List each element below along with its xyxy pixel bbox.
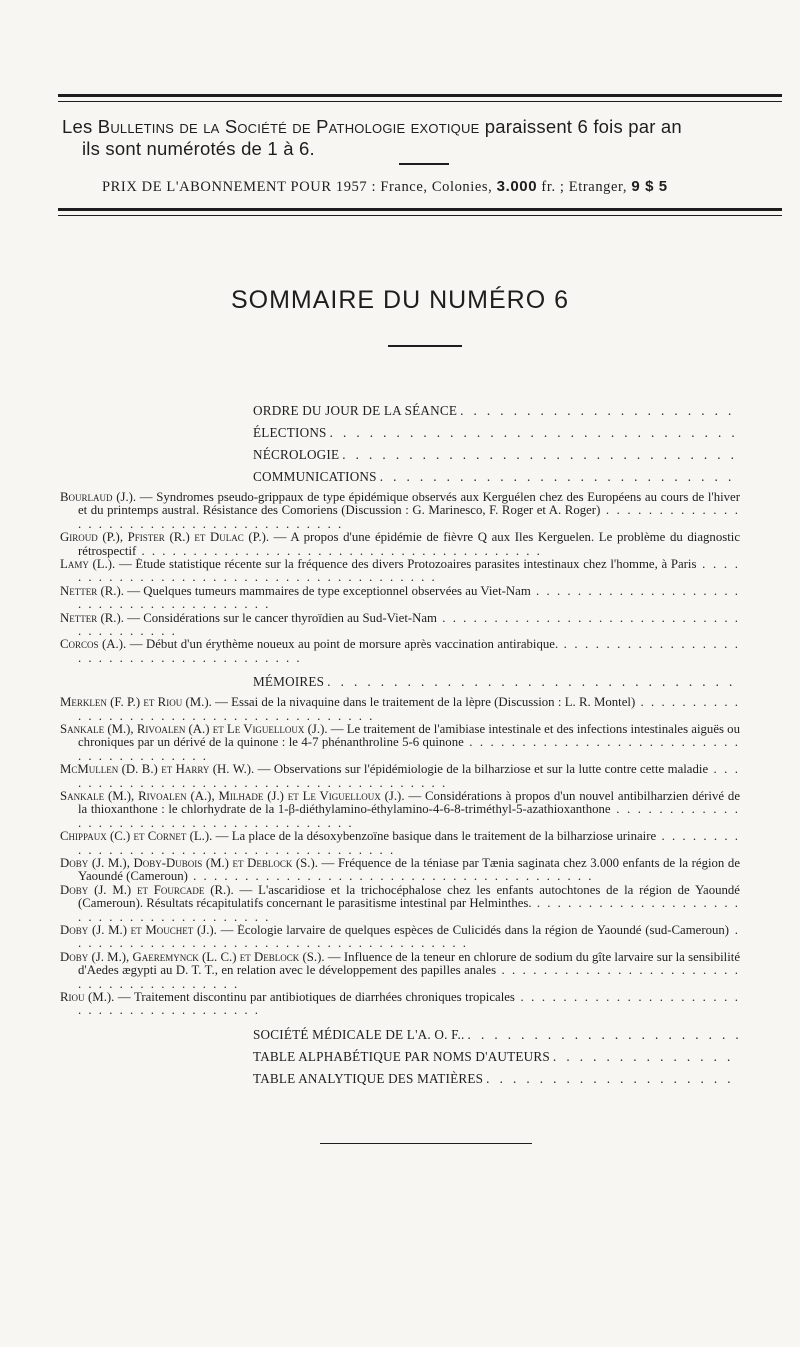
entry-authors: Bourlaud (J.). <box>60 491 137 504</box>
entry-authors: Chippaux (C.) et Cornet (L.). <box>60 830 213 844</box>
section-communications: COMMUNICATIONS . . . <box>253 466 740 488</box>
table-of-contents <box>60 400 740 1090</box>
section-elections: ÉLECTIONS . . . <box>253 422 740 444</box>
toc-entry <box>60 491 740 531</box>
toc-entry <box>60 991 740 1018</box>
toc-entry <box>60 558 740 585</box>
section-ordre: ORDRE DU JOUR DE LA SÉANCE . . . <box>253 400 740 422</box>
dot-leader: . . . . . . . . . . . . . . . . . . . . . . . . . . . . . . . . . . . . . . . <box>78 896 740 924</box>
section-table-analytique: TABLE ANALYTIQUE DES MATIÈRES . . . <box>253 1068 740 1090</box>
dot-leader: . . . . . . . . . . . . . . . . . . . . . . . . . . . . . . . . . . . . . . . <box>78 963 740 991</box>
notice-line-2: ils sont numérotés de 1 à 6. <box>82 138 315 159</box>
entry-authors: Doby (J. M.), Gaeremynck (L. C.) et Deblock (S.). <box>60 950 325 964</box>
mid-rule <box>58 208 782 211</box>
toc-entry <box>60 857 740 884</box>
entry-title: — Quelques tumeurs mammaires de type exceptionnel observées au Viet-Nam <box>123 584 531 598</box>
section-societe: SOCIÉTÉ MÉDICALE DE L'A. O. F.. . . . <box>253 1024 740 1046</box>
entry-authors: Netter (R.). <box>60 584 124 598</box>
dot-leader: . . . . . . . . . . . . . . . . . . . . . . . . . . . . . . . . . . . . . . . <box>78 558 740 585</box>
entry-title: — Fréquence de la téniase par Tænia saginata chez 3.000 enfants de la région de Yaoundé (Cameroun) <box>78 857 740 884</box>
communications-list <box>60 491 740 665</box>
dot-leader: . . . . . . . . . . . . . . . . . . . . . . . . . . . . . . . . . . . . . . . <box>78 830 740 857</box>
section-necrologie: NÉCROLOGIE . . . <box>253 444 740 466</box>
toc-entry <box>60 763 740 790</box>
toc-entry <box>60 723 740 763</box>
entry-authors: Doby (J. M.) et Mouchet (J.). <box>60 924 217 938</box>
dot-leader: . . . . . . . . . . . . . . . . . . . . . . . . . . . . . . . . . . . . . . . <box>78 696 740 723</box>
entry-title: — La place de la désoxybenzoïne basique dans le traitement de la bilharziose urinaire <box>212 830 657 844</box>
entry-title: — Syndromes pseudo-grippaux de type épidémique observés aux Kerguélen chez des Européens au cours de l'hiver et du printemps austral. Résistance des Comoriens (Discussion : G. Marinesco, F. Roger et A. Roger) <box>78 491 740 518</box>
dot-leader: . . . . . . . . . . . . . . . . . . . . . . . . . . . . . . . . . . . . . . . <box>78 924 740 951</box>
toc-entry <box>60 790 740 830</box>
dot-leader: . . . . . . . . . . . . . . . . . . . . . . . . . . . . . . . . . . . . . . . <box>78 991 740 1018</box>
entry-authors: Lamy (L.). <box>60 558 116 571</box>
toc-entry <box>60 612 740 639</box>
toc-entry <box>60 531 740 558</box>
entry-authors: Riou (M.). <box>60 991 115 1005</box>
section-table-alphabetique: TABLE ALPHABÉTIQUE PAR NOMS D'AUTEURS . . . <box>253 1046 740 1068</box>
entry-title: — Influence de la teneur en chlorure de sodium du gîte larvaire sur la sensibilité d'Aedes ægypti au D. T. T., en relation avec le développement des papilles anales <box>78 950 740 978</box>
page-title: SOMMAIRE DU NUMÉRO 6 <box>230 286 570 314</box>
entry-title: — Traitement discontinu par antibiotiques de diarrhées chroniques tropicales <box>114 991 515 1005</box>
header-divider <box>399 163 449 165</box>
entry-title: — Le traitement de l'amibiase intestinale et des infections intestinales aiguës ou chroniques par un dérivé de la quinone : le 4-7 phénanthroline 5-6 quinone <box>78 723 740 750</box>
toc-entry <box>60 696 740 723</box>
entry-title: — Écologie larvaire de quelques espèces de Culicidés dans la région de Yaoundé (sud-Cameroun) <box>216 924 730 938</box>
footer-rule <box>320 1143 532 1144</box>
toc-entry <box>60 924 740 951</box>
notice-line-1: Les Bulletins de la Société de Pathologie exotique paraissent 6 fois par an <box>62 116 682 137</box>
entry-authors: Sankale (M.), Rivoalen (A.) et Le Viguelloux (J.). <box>60 723 328 737</box>
mid-rule-thin <box>58 215 782 216</box>
dot-leader: . . . . . . . . . . . . . . . . . . . . . . . . . . . . . . . . . . . . . . . <box>78 763 740 790</box>
toc-entry <box>60 638 740 665</box>
dot-leader: . . . . . . . . . . . . . . . . . . . . . . . . . . . . . . . . . . . . . . . <box>136 543 542 558</box>
entry-title: — Étude statistique récente sur la fréquence des divers Protozoaires parasites intestinaux chez l'homme, à Paris <box>115 558 697 571</box>
entry-authors: Merklen (F. P.) et Riou (M.). <box>60 696 212 710</box>
toc-entry <box>60 951 740 991</box>
dot-leader: . . . . . . . . . . . . . . . . . . . . . . . . . . . . . . . . . . . . . . . <box>187 869 594 884</box>
top-rule <box>58 94 782 97</box>
entry-title: — L'ascaridiose et la trichocéphalose chez les enfants autochtones de la région de Yaoundé (Cameroun). Résultats récapitulatifs concernant le parasitisme intestinal par Helminthes. <box>78 883 740 911</box>
toc-entry <box>60 830 740 857</box>
entry-authors: Giroud (P.), Pfister (R.) et Dulac (P.). <box>60 531 270 545</box>
dot-leader: . . . . . . . . . . . . . . . . . . . . . . . . . . . . . . . . . . . . . . . <box>78 503 740 531</box>
entry-authors: Corcos (A.). <box>60 638 127 652</box>
publication-notice <box>62 116 782 160</box>
entry-title: — Considérations à propos d'un nouvel antibilharzien dérivé de la thioxanthone : le chlorhydrate de la 1-β-diéthylamino-éthylamino-4-6-8-triméthyl-5-azathioxanthone <box>78 790 740 817</box>
dot-leader: . . . . . . . . . . . . . . . . . . . . . . . . . . . . . . . . . . . . . . . <box>78 735 740 763</box>
top-rule-thin <box>58 101 782 102</box>
section-memoires: MÉMOIRES . . . <box>253 671 740 693</box>
subscription-price: PRIX DE L'ABONNEMENT POUR 1957 : France, Colonies, 3.000 fr. ; Etranger, 9 $ 5 <box>102 178 668 195</box>
memoires-list <box>60 696 740 1018</box>
entry-authors: Doby (J. M.), Doby-Dubois (M.) et Deblock (S.). <box>60 857 318 871</box>
dot-leader: . . . . . . . . . . . . . . . . . . . . . . . . . . . . . . . . . . . . . . . <box>78 611 740 639</box>
entry-title: — A propos d'une épidémie de fièvre Q aux Iles Kerguelen. Le problème du diagnostic rétrospectif <box>78 531 740 558</box>
entry-title: — Essai de la nivaquine dans le traitement de la lèpre (Discussion : L. R. Montel) <box>211 696 636 710</box>
entry-title: — Considérations sur le cancer thyroïdien au Sud-Viet-Nam <box>123 611 438 625</box>
entry-authors: Sankale (M.), Rivoalen (A.), Milhade (J.) et Le Viguelloux (J.). <box>60 790 405 804</box>
toc-entry <box>60 585 740 612</box>
entry-title: — Observations sur l'épidémiologie de la bilharziose et sur la lutte contre cette maladie <box>254 763 709 777</box>
title-divider <box>388 345 462 347</box>
entry-title: — Début d'un érythème noueux au point de morsure après vaccination antirabique. <box>126 638 559 652</box>
entry-authors: Netter (R.). <box>60 611 124 625</box>
dot-leader: . . . . . . . . . . . . . . . . . . . . . . . . . . . . . . . . . . . . . . . <box>78 638 740 665</box>
dot-leader: . . . . . . . . . . . . . . . . . . . . . . . . . . . . . . . . . . . . . . . <box>78 802 740 830</box>
dot-leader: . . . . . . . . . . . . . . . . . . . . . . . . . . . . . . . . . . . . . . . <box>78 584 740 612</box>
entry-authors: Doby (J. M.) et Fourcade (R.). <box>60 883 234 897</box>
entry-authors: McMullen (D. B.) et Harry (H. W.). <box>60 763 255 777</box>
toc-entry <box>60 884 740 924</box>
